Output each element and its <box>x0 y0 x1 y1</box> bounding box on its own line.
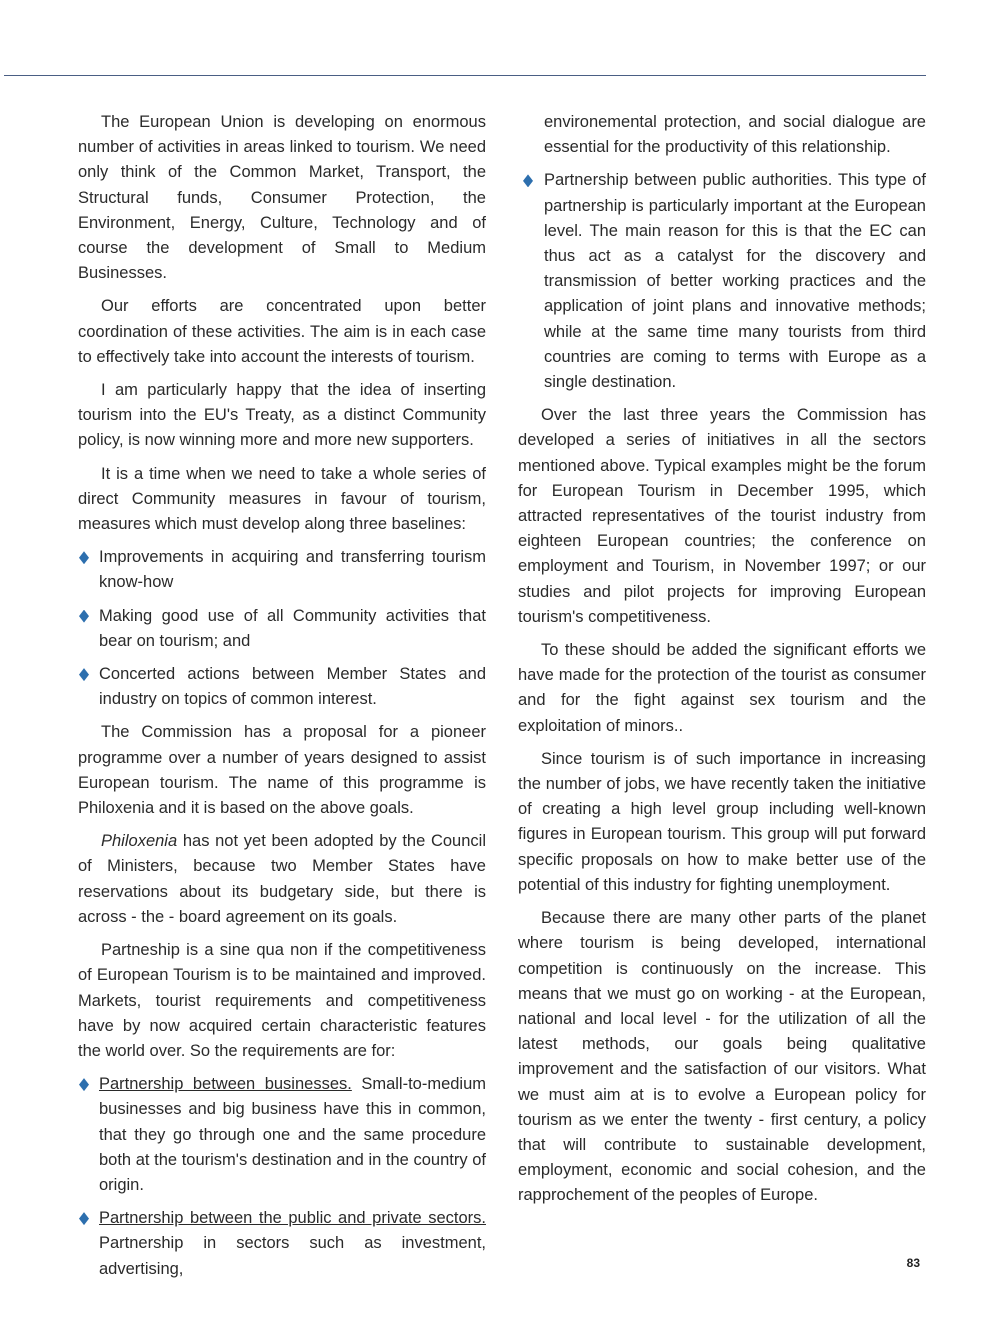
diamond-bullet-icon <box>79 668 89 681</box>
paragraph: Our efforts are concentrated upon better coordination of these activities. The aim is in each case to effectively take into account the interests of tourism. <box>78 297 486 366</box>
page-number: 83 <box>906 1256 920 1270</box>
diamond-bullet-icon <box>79 1212 89 1225</box>
diamond-bullet-icon <box>79 610 89 623</box>
diamond-bullet-icon <box>79 551 89 564</box>
paragraph: To these should be added the significant efforts we have made for the protection of the tourist as consumer and for the fight against sex tourism and the exploitation of minors.. <box>518 641 926 735</box>
requirement-title: Partnership between businesses. <box>99 1075 352 1094</box>
requirement-text: Partnership between public authorities. This type of partnership is particularly important at the European level. The main reason for this is that the EC can thus act as a catalyst for the discovery and transmission of better working practices and the application of joint plans and innovative methods; while at the same time many tourists from third countries are coming to terms with Europe as a single destination. <box>544 171 926 392</box>
bullet-item <box>78 604 486 654</box>
paragraph: Over the last three years the Commission has developed a series of initiatives in all the sectors mentioned above. Typical examples might be the forum for European Tourism in December 1995, which attracted representatives of the tourist industry from eighteen European countries; the conference on employment and Tourism, in November 1997; or our studies and pilot projects for improving European tourism's competitiveness. <box>518 406 926 626</box>
left-column <box>78 110 486 1290</box>
right-column <box>518 110 926 1217</box>
requirement-title: Partnership between the public and private sectors. <box>99 1209 486 1228</box>
requirement-text: Partnership in sectors such as investment, advertising, <box>99 1234 486 1278</box>
paragraph: Because there are many other parts of the planet where tourism is being developed, international competition is continuously on the increase. This means that we must go on working - at the European, national and local level - for the utilization of all the latest methods, our goals being qualitative improvement and the satisfaction of our visitors. What we must aim at is to evolve a European policy for tourism as we enter the twenty - first century, a policy that will contribute to sustainable development, employment, economic and social cohesion, and the rapprochement of the peoples of Europe. <box>518 909 926 1205</box>
diamond-bullet-icon <box>523 174 533 187</box>
paragraph <box>78 829 486 930</box>
bullet-item <box>78 545 486 595</box>
requirement-item <box>78 1072 486 1198</box>
requirement-text: Small-to-medium businesses and big business have this in common, that they go through one and the same procedure both at the tourism's destination and in the country of origin. <box>99 1075 487 1194</box>
paragraph: The Commission has a proposal for a pioneer programme over a number of years designed to assist European tourism. The name of this programme is Philoxenia and it is based on the above goals. <box>78 723 486 818</box>
diamond-bullet-icon <box>79 1078 89 1091</box>
paragraph: Since tourism is of such importance in increasing the number of jobs, we have recently taken the initiative of creating a high level group including well-known figures in European tourism. This group will put forward specific proposals on how to make better use of the potential of this industry for fighting unemployment. <box>518 749 926 894</box>
continued-text: environemental protection, and social dialogue are essential for the productivity of this relationship. <box>544 113 926 157</box>
bullet-text: Making good use of all Community activities that bear on tourism; and <box>99 606 486 650</box>
bullet-item <box>78 662 486 712</box>
requirement-item <box>518 168 926 395</box>
paragraph: Partneship is a sine qua non if the competitiveness of European Tourism is to be maintained and improved. Markets, tourist requirements and competitiveness have by now acquired certain characteristic features the world over. So the requirements are for: <box>78 941 486 1060</box>
bullet-text: Improvements in acquiring and transferring tourism know-how <box>99 548 486 592</box>
header-rule <box>4 75 926 76</box>
paragraph: The European Union is developing on enormous number of activities in areas linked to tourism. We need only think of the Common Market, Transport, the Structural funds, Consumer Protection, the Environment, Energy, Culture, Technology and of course the development of Small to Medium Businesses. <box>78 113 486 283</box>
programme-name: Philoxenia <box>101 832 178 851</box>
paragraph-text: has not yet been adopted by the Council of Ministers, because two Member States have reservations about its budgetary side, but there is across - the - board agreement on its goals. <box>78 832 486 926</box>
paragraph: I am particularly happy that the idea of inserting tourism into the EU's Treaty, as a distinct Community policy, is now winning more and more new supporters. <box>78 381 486 450</box>
paragraph: It is a time when we need to take a whole series of direct Community measures in favour of tourism, measures which must develop along three baselines: <box>78 464 486 534</box>
bullet-text: Concerted actions between Member States and industry on topics of common interest. <box>99 665 486 709</box>
requirement-item <box>78 1206 486 1282</box>
